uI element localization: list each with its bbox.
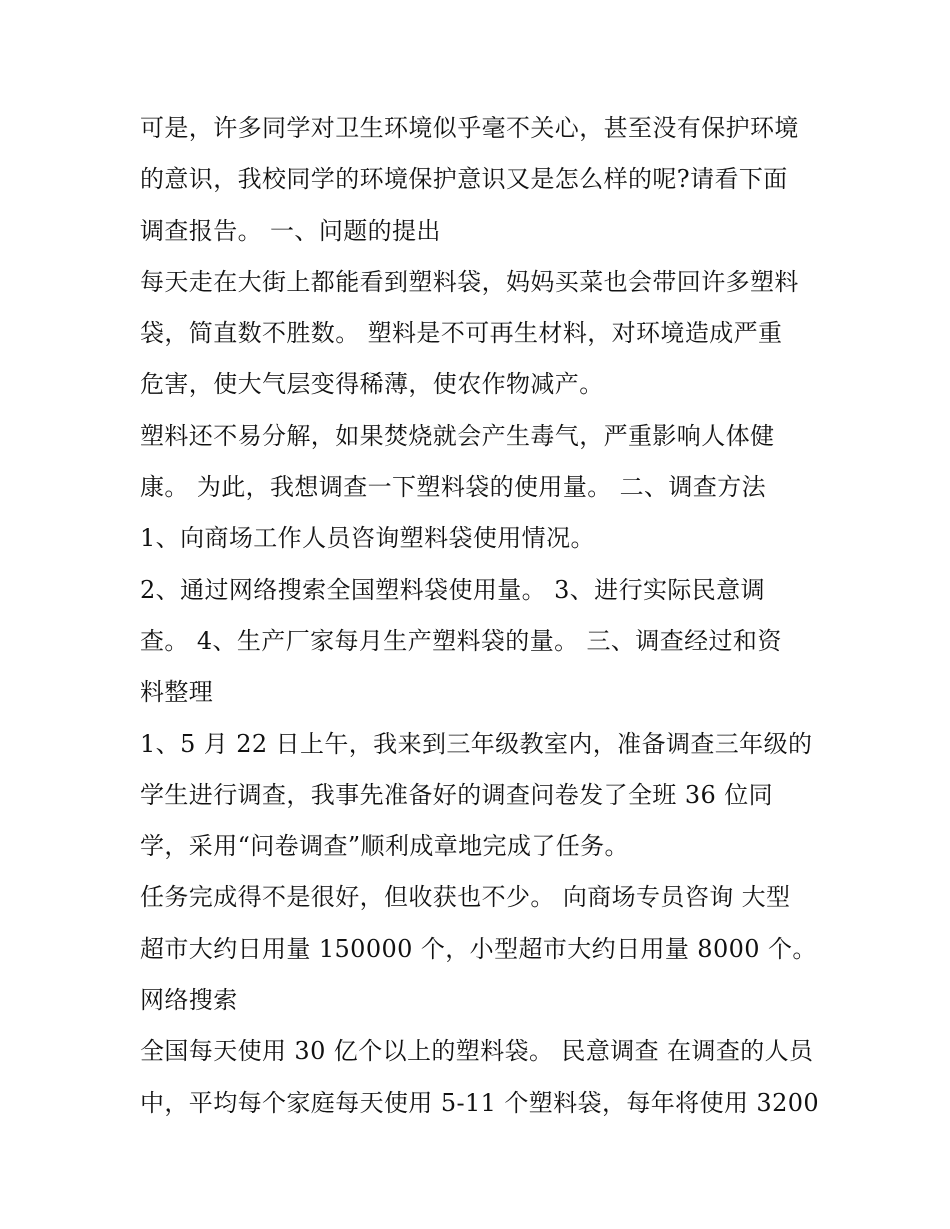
text-line: 学，采用“问卷调查”顺利成章地完成了任务。 bbox=[140, 832, 629, 861]
text-line: 料整理 bbox=[140, 678, 214, 707]
text-line: 查。 4、生产厂家每月生产塑料袋的量。 三、调查经过和资 bbox=[140, 626, 782, 655]
text-line: 每天走在大街上都能看到塑料袋，妈妈买菜也会带回许多塑料 bbox=[140, 267, 799, 296]
text-line: 康。 为此，我想调查一下塑料袋的使用量。 二、调查方法 bbox=[140, 473, 767, 502]
text-line: 调查报告。 一、问题的提出 bbox=[140, 216, 441, 245]
text-line: 危害，使大气层变得稀薄，使农作物减产。 bbox=[140, 370, 604, 399]
text-line: 1、向商场工作人员咨询塑料袋使用情况。 bbox=[140, 524, 595, 553]
text-line: 2、通过网络搜索全国塑料袋使用量。 3、进行实际民意调 bbox=[140, 575, 765, 604]
text-line: 网络搜索 bbox=[140, 986, 238, 1015]
text-line: 的意识，我校同学的环境保护意识又是怎么样的呢?请看下面 bbox=[140, 165, 788, 194]
text-line: 超市大约日用量 150000 个，小型超市大约日用量 8000 个。 bbox=[140, 934, 817, 963]
text-line: 学生进行调查，我事先准备好的调查问卷发了全班 36 位同 bbox=[140, 780, 773, 809]
document-body bbox=[140, 103, 830, 1129]
text-line: 1、5 月 22 日上午，我来到三年级教室内，准备调查三年级的 bbox=[140, 729, 813, 758]
text-line: 中，平均每个家庭每天使用 5-11 个塑料袋，每年将使用 3200 bbox=[140, 1088, 820, 1117]
text-line: 袋，简直数不胜数。 塑料是不可再生材料，对环境造成严重 bbox=[140, 319, 783, 348]
text-line: 塑料还不易分解，如果焚烧就会产生毒气，严重影响人体健 bbox=[140, 421, 775, 450]
text-line: 可是，许多同学对卫生环境似乎毫不关心，甚至没有保护环境 bbox=[140, 114, 799, 142]
text-line: 任务完成得不是很好，但收获也不少。 向商场专员咨询 大型 bbox=[140, 883, 791, 912]
text-line: 全国每天使用 30 亿个以上的塑料袋。 民意调查 在调查的人员 bbox=[140, 1037, 814, 1066]
